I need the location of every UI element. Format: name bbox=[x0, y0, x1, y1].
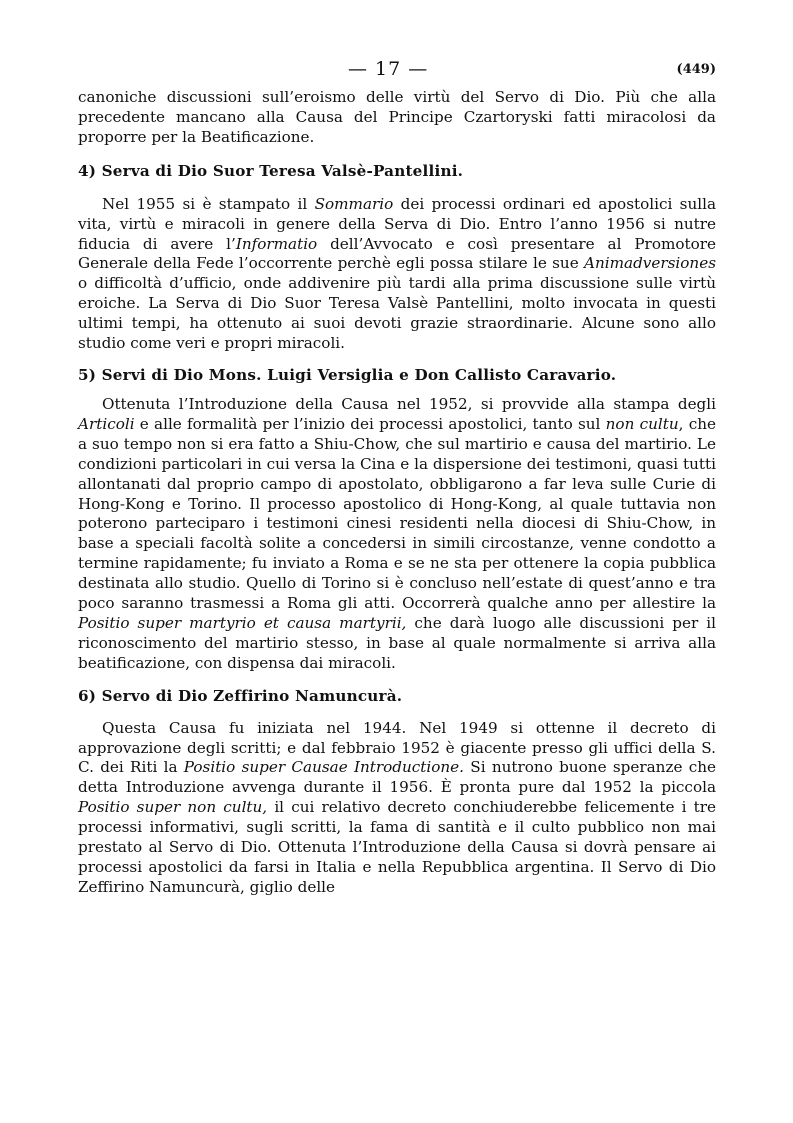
section-4-heading: 4) Serva di Dio Suor Teresa Valsè-Pantellini. bbox=[78, 161, 464, 180]
page-header bbox=[78, 58, 716, 88]
page-number: — 17 — bbox=[348, 58, 429, 80]
intro-paragraph: canoniche discussioni sull’eroismo delle virtù del Servo di Dio. Più che alla precedente mancano alla Causa del Principe Czartoryski fatti miracolosi da proporre per la Beatificazione. bbox=[78, 88, 716, 146]
section-5-heading: 5) Servi di Dio Mons. Luigi Versiglia e Don Callisto Caravario. bbox=[78, 365, 617, 384]
page-reference: (449) bbox=[676, 62, 716, 77]
document-page bbox=[78, 58, 716, 898]
section-6-heading: 6) Servo di Dio Zeffirino Namuncurà. bbox=[78, 686, 403, 705]
section-5-paragraph: Ottenuta l’Introduzione della Causa nel 1952, si provvide alla stampa degli Articoli e alle formalità per l’inizio dei processi apostolici, tanto sul non cultu, che a suo tempo non si era fatto a Shiu-Chow, che sul martirio e causa del martirio. Le condizioni particolari in cui versa la Cina e la dispersione dei testimoni, quasi tutti allontanati dal proprio campo di apostolato, obbligarono a far leva sulle Curie di Hong-Kong e Torino. Il processo apostolico di Hong-Kong, al quale tuttavia non poterono parteciparo i testimoni cinesi residenti nella diocesi di Shiu-Chow, in base a speciali facoltà solite a concedersi in simili circostanze, venne condotto a termine rapidamente; fu inviato a Roma e se ne sta per ottenere la copia pubblica destinata allo studio. Quello di Torino si è concluso nell’estate di quest’anno e tra poco saranno trasmessi a Roma gli atti. Occorrerà qualche anno per allestire la Positio super martyrio et causa martyrii, che darà luogo alle discussioni per il riconoscimento del martirio stesso, in base al quale normalmente si arriva alla beatificazione, con dispensa dai miracoli. bbox=[78, 394, 716, 672]
section-6-paragraph: Questa Causa fu iniziata nel 1944. Nel 1949 si ottenne il decreto di approvazione degli scritti; e dal febbraio 1952 è giacente presso gli uffici della S. C. dei Riti la Positio super Causae Introductione. Si nutrono buone speranze che detta Introduzione avvenga durante il 1956. È pronta pure dal 1952 la piccola Positio super non cultu, il cui relativo decreto conchiuderebbe felicemente i tre processi informativi, sugli scritti, la fama di santità e il culto pubblico non mai prestato al Servo di Dio. Ottenuta l’Introduzione della Causa si dovrà pensare ai processi apostolici da farsi in Italia e nella Repubblica argentina. Il Servo di Dio Zeffirino Namuncurà, giglio delle bbox=[78, 718, 716, 896]
section-4-paragraph: Nel 1955 si è stampato il Sommario dei processi ordinari ed apostolici sulla vita, virtù e miracoli in genere della Serva di Dio. Entro l’anno 1956 si nutre fiducia di avere l’Informatio dell’Avvocato e così presentare al Promotore Generale della Fede l’occorrente perchè egli possa stilare le sue Animadversiones o difficoltà d’ufficio, onde addivenire più tardi alla prima discussione sulle virtù eroiche. La Serva di Dio Suor Teresa Valsè Pantellini, molto invocata in questi ultimi tempi, ha ottenuto ai suoi devoti grazie straordinarie. Alcune sono allo studio come veri e propri miracoli. bbox=[78, 194, 716, 353]
